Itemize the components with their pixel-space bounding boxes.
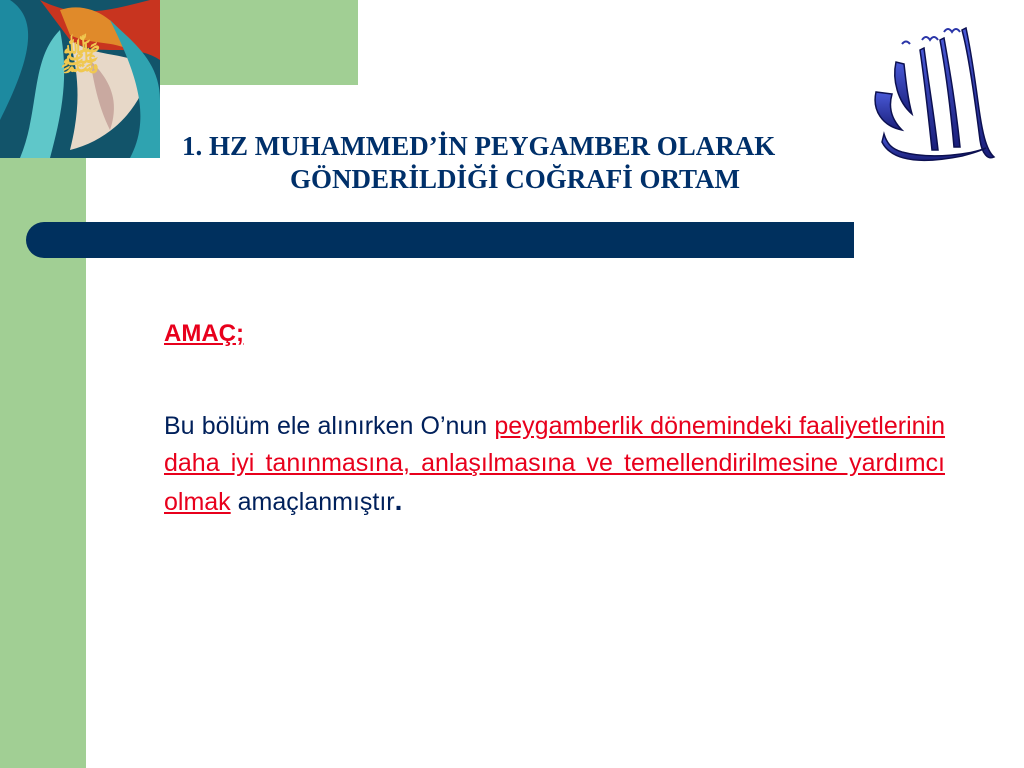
subheading: AMAÇ;: [164, 320, 244, 347]
top-green-block: [158, 0, 358, 85]
title-underline-bar: [26, 222, 854, 258]
slide-title-line-2: GÖNDERİLDİĞİ COĞRAFİ ORTAM: [289, 164, 741, 194]
slide-title: [170, 130, 860, 196]
svg-text:ﷺ: ﷺ: [60, 39, 102, 79]
body-outro-text: amaçlanmıştır: [230, 488, 395, 516]
body-period: .: [394, 485, 403, 516]
body-intro-text: Bu bölüm ele alınırken O’nun: [164, 412, 495, 440]
calligraphy-flower-image: [0, 0, 160, 158]
slide-title-line-1: 1. HZ MUHAMMED’İN PEYGAMBER OLARAK: [182, 131, 776, 161]
body-highlight-text: peygamberlik dönemindeki faaliyetlerinin daha iyi tanınmasına, anlaşılmasına ve temellendirilmesine yardımcı olmak: [164, 412, 946, 516]
allah-calligraphy-image: [862, 22, 1002, 167]
body-paragraph: [164, 408, 945, 521]
